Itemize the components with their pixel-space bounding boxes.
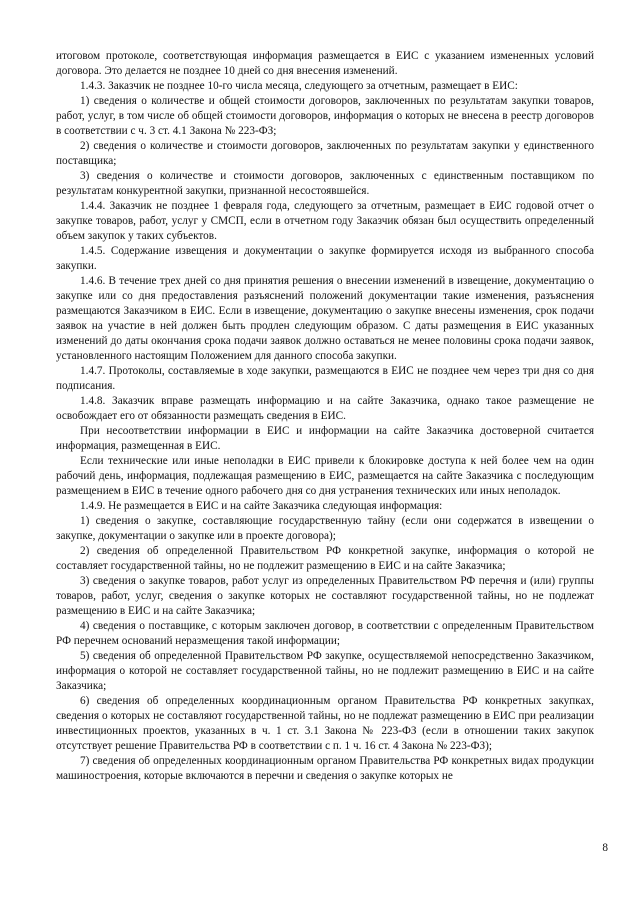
paragraph-p-1-4-9-6: 6) сведения об определенных координационным органом Правительства РФ конкретных закупках, сведения о которых не составляют государственной тайны, но не подлежат размещению в ЕИС при реализации инвестиционных проектов, указанных в ч. 1 ст. 3.1 Закона № 223-ФЗ (если в отношении таких закупок отсутствует решение Правительства РФ в соответствии с п. 1 ч. 16 ст. 4 Закона № 223-ФЗ); — [56, 695, 594, 752]
paragraph-p-cont: итоговом протоколе, соответствующая информация размещается в ЕИС с указанием измененных условий договора. Это делается не позднее 10 дней со дня внесения изменений. — [56, 50, 594, 77]
paragraph-p-1-4-8: 1.4.8. Заказчик вправе размещать информацию и на сайте Заказчика, однако такое размещение не освобождает его от обязанности размещать сведения в ЕИС. — [56, 395, 594, 422]
paragraph-p-1-4-3-1: 1) сведения о количестве и общей стоимости договоров, заключенных по результатам закупки товаров, работ, услуг, в том числе об общей стоимости договоров, информация о которых не внесена в реестр договоров в соответствии с ч. 3 ст. 4.1 Закона № 223-ФЗ; — [56, 95, 594, 137]
paragraph-p-1-4-9: 1.4.9. Не размещается в ЕИС и на сайте Заказчика следующая информация: — [80, 500, 443, 512]
page-number: 8 — [602, 842, 608, 854]
paragraph-p-1-4-9-1: 1) сведения о закупке, составляющие государственную тайну (если они содержатся в извещении о закупке, документации о закупке или в проекте договора); — [56, 515, 594, 542]
paragraph-p-1-4-7: 1.4.7. Протоколы, составляемые в ходе закупки, размещаются в ЕИС не позднее чем через три дня со дня подписания. — [56, 365, 594, 392]
paragraph-p-1-4-9-2: 2) сведения об определенной Правительством РФ конкретной закупке, информация о которой не составляет государственной тайны, но не подлежит размещению в ЕИС и на сайте Заказчика; — [56, 545, 594, 572]
paragraph-p-1-4-8-b: Если технические или иные неполадки в ЕИС привели к блокировке доступа к ней более чем на один рабочий день, информация, подлежащая размещению в ЕИС, размещается на сайте Заказчика с последующим размещением в ЕИС в течение одного рабочего дня со дня устранения технических или иных неполадок. — [56, 455, 594, 497]
paragraph-p-1-4-3-3: 3) сведения о количестве и стоимости договоров, заключенных с единственным поставщиком по результатам конкурентной закупки, признанной несостоявшейся. — [56, 170, 594, 197]
paragraph-p-1-4-9-7: 7) сведения об определенных координационным органом Правительства РФ конкретных видах продукции машиностроения, которые включаются в перечни и сведения о закупке которых не — [56, 755, 594, 782]
document-page — [56, 49, 594, 784]
paragraph-p-1-4-5: 1.4.5. Содержание извещения и документации о закупке формируется исходя из выбранного способа закупки. — [56, 245, 594, 272]
paragraph-p-1-4-6: 1.4.6. В течение трех дней со дня принятия решения о внесении изменений в извещение, документацию о закупке или со дня предоставления разъяснений положений документации такие изменения, разъяснения размещаются Заказчиком в ЕИС. Если в извещение, документацию о закупке внесены изменения, срок подачи заявок на участие в ней должен быть продлен следующим образом. С даты размещения в ЕИС указанных изменений до даты окончания срока подачи заявок должно оставаться не менее половины срока подачи заявок, установленного настоящим Положением для данного способа закупки. — [56, 275, 594, 362]
paragraph-p-1-4-4: 1.4.4. Заказчик не позднее 1 февраля года, следующего за отчетным, размещает в ЕИС годовой отчет о закупке товаров, работ, услуг у СМСП, если в отчетном году Заказчик обязан был осуществить определенный объем закупок у таких субъектов. — [56, 200, 594, 242]
paragraph-p-1-4-3: 1.4.3. Заказчик не позднее 10-го числа месяца, следующего за отчетным, размещает в ЕИС: — [80, 80, 518, 92]
paragraph-p-1-4-3-2: 2) сведения о количестве и стоимости договоров, заключенных по результатам закупки у единственного поставщика; — [56, 140, 594, 167]
paragraph-p-1-4-9-3: 3) сведения о закупке товаров, работ услуг из определенных Правительством РФ перечня и (или) группы товаров, работ, услуг, сведения о закупке которых не составляют государственной тайны, но не подлежат размещению в ЕИС и на сайте Заказчика; — [56, 575, 594, 617]
paragraph-p-1-4-9-4: 4) сведения о поставщике, с которым заключен договор, в соответствии с определенным Правительством РФ перечнем оснований неразмещения такой информации; — [56, 620, 594, 647]
paragraph-p-1-4-8-a: При несоответствии информации в ЕИС и информации на сайте Заказчика достоверной считается информация, размещенная в ЕИС. — [56, 425, 594, 452]
paragraph-p-1-4-9-5: 5) сведения об определенной Правительством РФ закупке, осуществляемой непосредственно Заказчиком, информация о которой не составляет государственной тайны, но не подлежит размещению в ЕИС и на сайте Заказчика; — [56, 650, 594, 692]
